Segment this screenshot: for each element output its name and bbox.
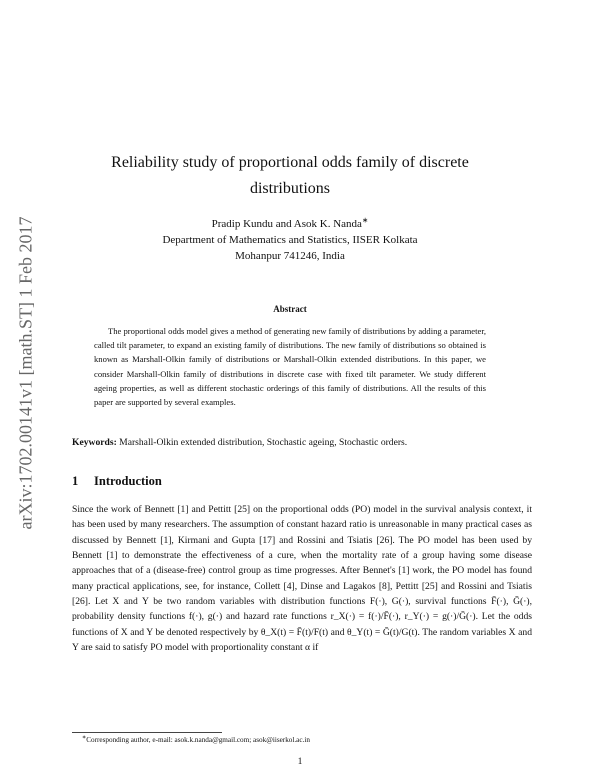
paper-title: Reliability study of proportional odds family of discrete distributions bbox=[111, 154, 469, 197]
footnote-divider bbox=[72, 732, 222, 733]
footnote bbox=[82, 736, 532, 744]
affiliation-line-1: Department of Mathematics and Statistics, IISER Kolkata bbox=[162, 234, 418, 246]
affiliation-line-2: Mohanpur 741246, India bbox=[235, 250, 345, 262]
keywords-line bbox=[72, 436, 532, 450]
introduction-body bbox=[72, 502, 532, 655]
introduction-paragraph: Since the work of Bennett [1] and Pettitt [25] on the proportional odds (PO) model in the survival analysis context, it has been used by many researchers. The assumption of constant hazard ratio is unreasonable in many practical cases as discussed by Bennett [1], Kirmani and Gupta [17] and Rossini and Tsiatis [26]. The PO model has been used by Bennett [1] to demonstrate the effectiveness of a cure, when the mortality rate of a group having some disease approaches that of a (disease-free) control group as time progresses. After Bennet's [1] work, the PO model has found many practical applications, see, for instance, Collett [4], Dinse and Lagakos [8], Pettitt [25] and Rossini and Tsiatis [26]. Let X and Y be two random variables with distribution functions F(·), G(·), survival functions F̄(·), Ḡ(·), probability density functions f(·), g(·) and hazard rate functions r_X(·) = f(·)/F̄(·), r_Y(·) = g(·)/Ḡ(·). Let the odds functions of X and Y be denoted respectively by θ_X(t) = F̄(t)/F(t) and θ_Y(t) = Ḡ(t)/G(t). The random variables X and Y are said to satisfy PO model with proportionality constant α if bbox=[72, 504, 532, 654]
author-block bbox=[100, 216, 480, 264]
corresponding-author-marker: ∗ bbox=[361, 215, 369, 225]
keywords-label: Keywords: bbox=[72, 437, 117, 448]
footnote-text: Corresponding author, e-mail: asok.k.nanda@gmail.com; asok@iiserkol.ac.in bbox=[86, 736, 310, 744]
author-names: Pradip Kundu and Asok K. Nanda∗ bbox=[211, 215, 369, 230]
page-number: 1 bbox=[297, 756, 303, 767]
section-title: Introduction bbox=[94, 474, 162, 488]
section-number: 1 bbox=[72, 474, 79, 488]
section-heading-introduction bbox=[72, 474, 372, 489]
footnote-marker: ∗ bbox=[82, 735, 87, 741]
abstract-heading: Abstract bbox=[273, 304, 307, 314]
arxiv-sidebar-stamp bbox=[12, 188, 40, 558]
arxiv-identifier: arXiv:1702.00141v1 [math.ST] 1 Feb 2017 bbox=[15, 216, 36, 530]
keywords-text: Marshall-Olkin extended distribution, Stochastic ageing, Stochastic orders. bbox=[119, 437, 408, 448]
abstract-text: The proportional odds model gives a method of generating new family of distributions by adding a parameter, called tilt parameter, to expand an existing family of distributions. The new family of distributions so obtained is known as Marshall-Olkin family of distributions or Marshall-Olkin extended distributions. In this paper, we consider Marshall-Olkin family of distributions in discrete case with fixed tilt parameter. We study different ageing properties, as well as different stochastic orderings of this family of distributions. All the results of this paper are supported by several examples. bbox=[94, 326, 486, 408]
abstract-body bbox=[94, 324, 486, 409]
